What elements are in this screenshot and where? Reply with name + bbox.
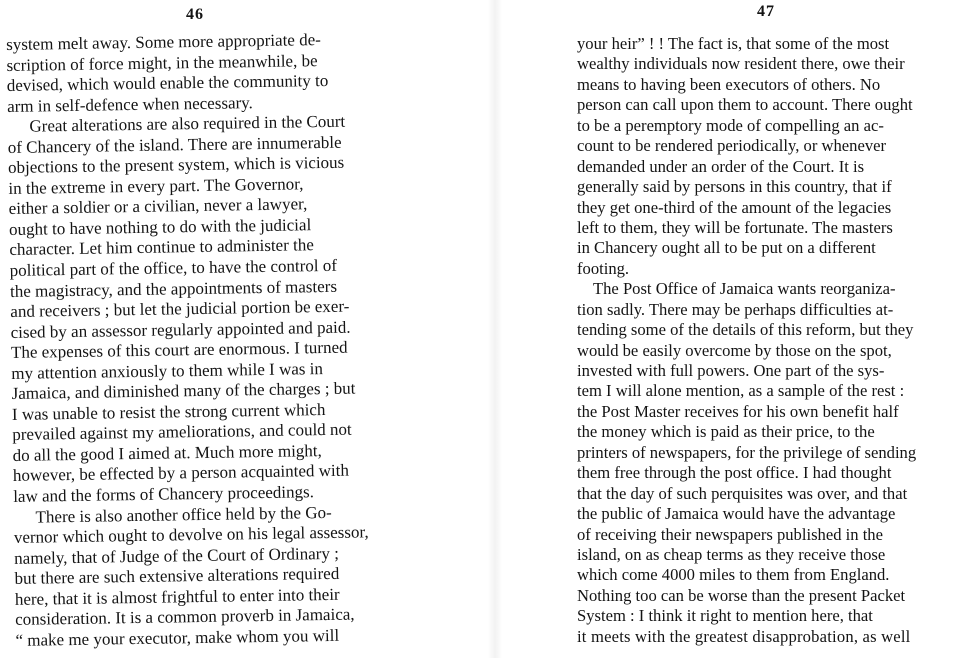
text-line: of receiving their newspapers published in the (577, 524, 883, 544)
text-line: footing. (577, 258, 630, 278)
text-line: arm in self-defence when necessary. (6, 92, 253, 116)
text-line: System : I think it right to mention here, that (577, 606, 873, 626)
text-line: person can call upon them to account. There ought (577, 95, 913, 115)
text-line: count to be rendered periodically, or whenever (577, 136, 887, 156)
text-line: do all the good I aimed at. Much more might, (12, 441, 322, 465)
left-page (0, 0, 470, 658)
text-line: and receivers ; but let the judicial portion be exer- (10, 296, 350, 322)
text-line: Great alterations are also required in the Court (29, 111, 346, 136)
text-line: generally said by persons in this country, that if (577, 177, 892, 197)
text-line: of Chancery of the island. There are innumerable (7, 132, 342, 157)
text-line: namely, that of Judge of the Court of Ordinary ; (14, 543, 339, 568)
text-line: would be easily overcome by those on the spot, (577, 340, 892, 360)
text-line: character. Let him continue to administer the (9, 235, 314, 260)
text-line: that the day of such perquisites was over, and that (577, 483, 908, 503)
text-line: which come 4000 miles to them from England. (577, 565, 890, 585)
text-line: the Post Master receives for his own benefit half (577, 401, 899, 421)
right-page (470, 0, 980, 658)
text-line: the magistracy, and the appointments of masters (9, 276, 338, 301)
left-page-text (6, 29, 416, 652)
text-line: political part of the office, to have the control of (9, 255, 338, 280)
text-line: ought to have nothing to do with the judicial (8, 215, 312, 239)
text-line: in the extreme in every part. The Governor, (8, 174, 304, 198)
text-line: printers of newspapers, for the privilege of sending (577, 442, 917, 462)
text-line: vernor which ought to devolve on his legal assessor, (13, 522, 369, 548)
text-line: consideration. It is a common proverb in Jamaica, (15, 604, 355, 630)
text-line: Jamaica, and diminished many of the charges ; but (11, 378, 356, 404)
text-line: it meets with the greatest disapprobation, as well (577, 626, 911, 646)
text-line: but there are such extensive alterations required (14, 564, 340, 589)
text-line: tem I will alone mention, as a sample of the rest : (577, 381, 905, 401)
text-line: however, be effected by a person acquainted with (12, 461, 350, 486)
text-line: either a soldier or a civilian, never a lawyer, (8, 194, 308, 219)
text-line: tending some of the details of this reform, but they (577, 320, 914, 340)
text-line: means to having been executors of others. No (577, 74, 881, 94)
text-line: prevailed against my ameliorations, and could not (12, 420, 352, 445)
text-line: left to them, they will be fortunate. The masters (577, 217, 893, 237)
text-line: island, on as cheap terms as they receive those (577, 544, 886, 564)
text-line: wealthy individuals now resident there, owe their (577, 54, 905, 74)
text-line: to be a peremptory mode of compelling an ac- (577, 115, 884, 135)
text-line: tion sadly. There may be perhaps difficulties at- (577, 299, 894, 319)
text-line: The expenses of this court are enormous. I turned (10, 337, 348, 363)
text-line: scription of force might, in the meanwhile, be (6, 50, 318, 75)
text-line: devised, which would enable the community to (6, 71, 329, 96)
text-line: cised by an assessor regularly appointed and paid. (10, 317, 351, 342)
text-line: I was unable to resist the strong current which (11, 399, 326, 424)
text-line: Nothing too can be worse than the present Packet (577, 585, 906, 605)
text-line: the money which is paid as their price, to the (577, 422, 875, 442)
text-line: your heir” ! ! The fact is, that some of the most (577, 34, 890, 53)
text-line: in Chancery ought all to be put on a different (577, 238, 876, 258)
text-line: “ make me your executor, make whom you will (15, 625, 340, 650)
text-line: The Post Office of Jamaica wants reorganiza- (593, 279, 896, 299)
text-line: they get one-third of the amount of the legacies (577, 197, 892, 217)
left-page-number: 46 (186, 6, 204, 23)
text-line: objections to the present system, which is vicious (7, 152, 345, 178)
text-line: here, that it is almost frightful to enter into their (14, 584, 340, 609)
text-line: There is also another office held by the Go- (35, 502, 332, 527)
right-page-text (577, 34, 980, 647)
text-line: system melt away. Some more appropriate de- (6, 30, 321, 54)
text-line: my attention anxiously to them while I was in (11, 358, 324, 383)
text-line: law and the forms of Chancery proceedings. (13, 482, 315, 506)
text-line: them free through the post office. I had thought (577, 463, 892, 483)
text-line: the public of Jamaica would have the advantage (577, 504, 896, 524)
text-line: demanded under an order of the Court. It is (577, 156, 865, 176)
right-page-number: 47 (757, 3, 775, 20)
text-line: invested with full powers. One part of the sys- (577, 361, 885, 380)
